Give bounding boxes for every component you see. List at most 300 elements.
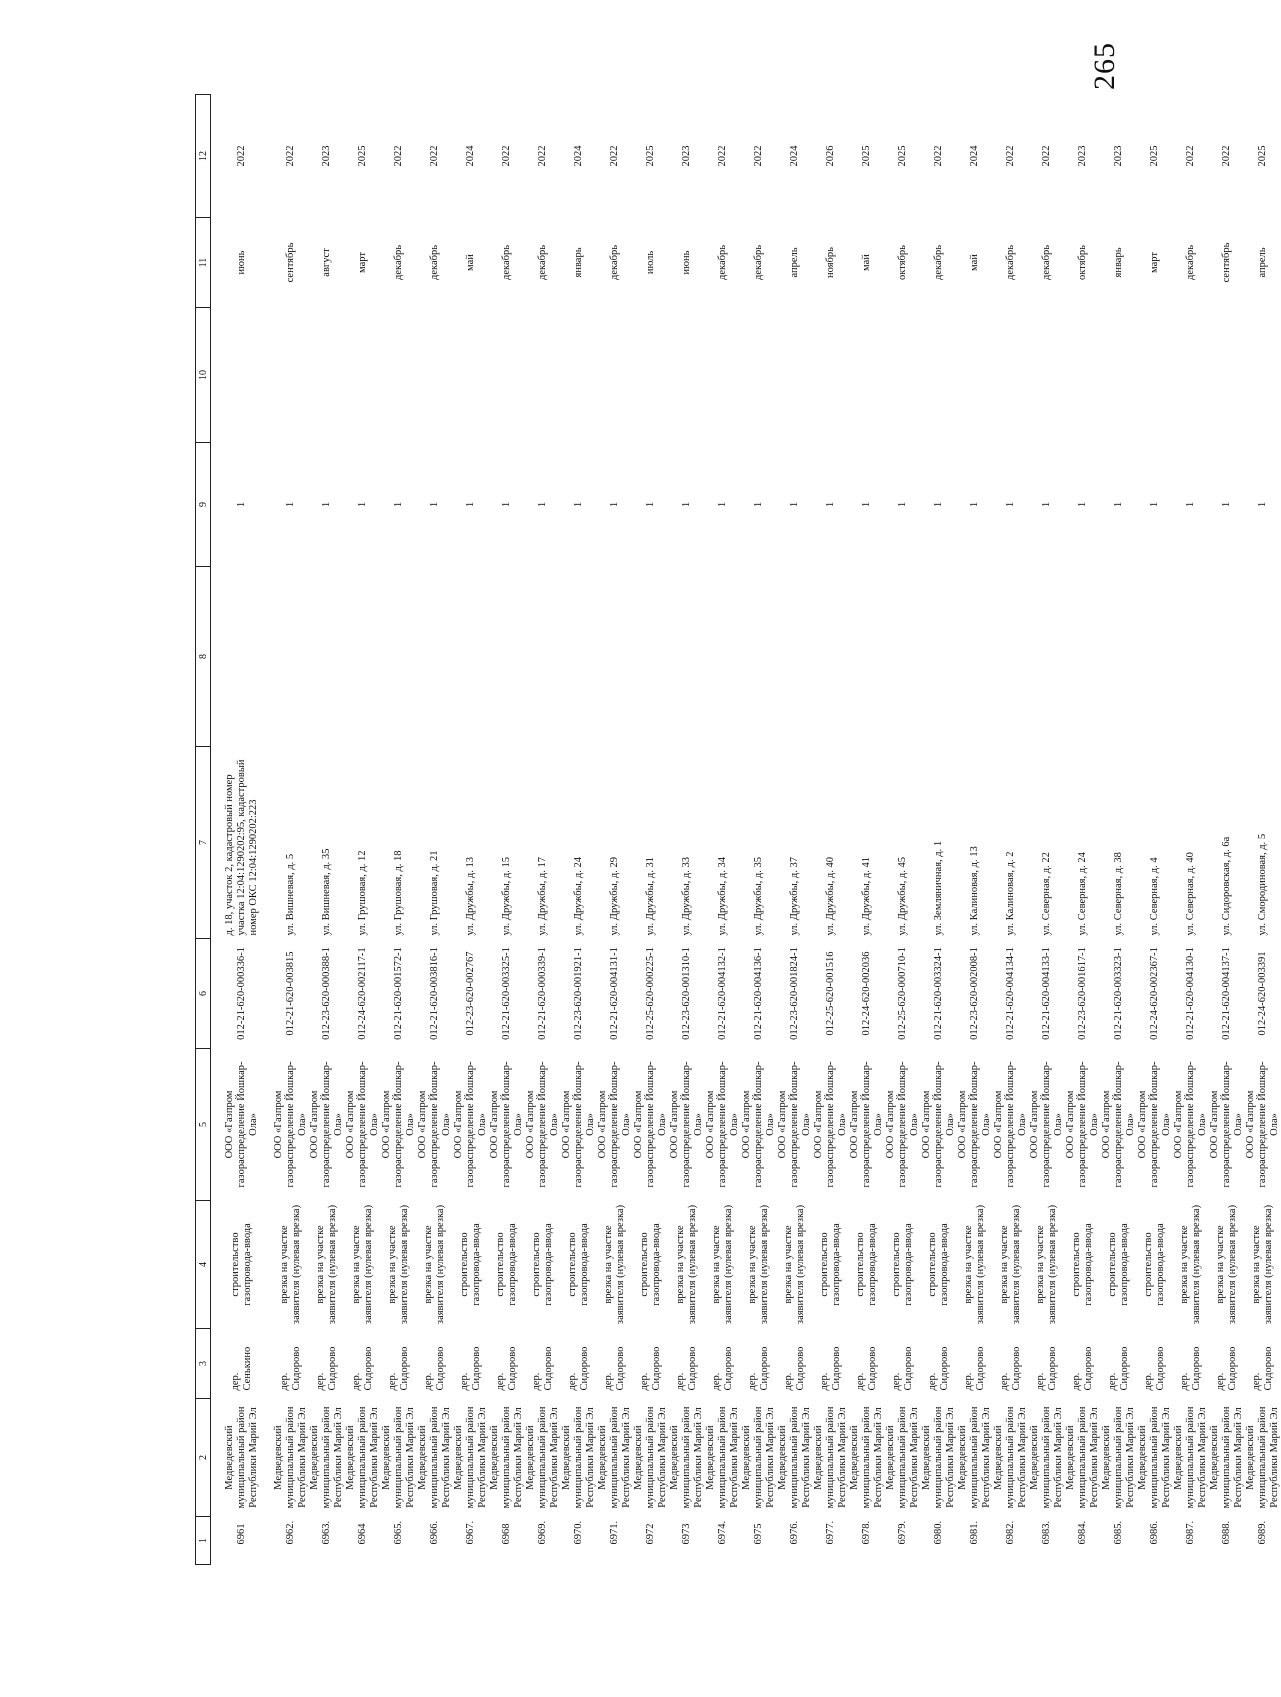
year-cell: 2022 — [393, 145, 404, 167]
address-cell: ул. Северная, д. 24 — [1077, 852, 1088, 936]
quantity-cell: 1 — [537, 501, 548, 508]
column-number-5: 5 — [196, 1049, 211, 1201]
empty-cell-10 — [1137, 308, 1173, 443]
month-cell: декабрь — [1005, 245, 1016, 280]
year-cell: 2023 — [681, 145, 692, 167]
table-row — [849, 95, 885, 1565]
application-code-cell: 012-24-620-002367-1 — [1149, 947, 1160, 1040]
district-cell: Медведевский муниципальный район Республики Марий Эл — [1173, 1406, 1208, 1509]
work-type-cell: строительство газопровода-ввода — [927, 1223, 950, 1306]
district-cell: Медведевский муниципальный район Республики Марий Эл — [345, 1406, 380, 1509]
empty-cell-8 — [489, 567, 525, 747]
table-row — [1245, 95, 1281, 1565]
row-number: 6979. — [897, 1520, 908, 1545]
work-type-cell: строительство газопровода-ввода — [495, 1223, 518, 1306]
district-cell: Медведевский муниципальный район Республики Марий Эл — [453, 1406, 488, 1509]
row-number: 6988. — [1221, 1520, 1232, 1545]
empty-cell-8 — [561, 567, 597, 747]
month-cell: декабрь — [717, 245, 728, 280]
quantity-cell: 1 — [1113, 501, 1124, 508]
village-cell: дер. Сидорово — [279, 1346, 302, 1391]
district-cell: Медведевский муниципальный район Республики Марий Эл — [489, 1406, 524, 1509]
work-type-cell: врезка на участке заявителя (нулевая врезка) — [963, 1204, 986, 1325]
empty-cell-10 — [417, 308, 453, 443]
village-cell: дер. Сидорово — [423, 1346, 446, 1391]
column-number-6: 6 — [196, 939, 211, 1049]
row-number: 6962. — [285, 1520, 296, 1545]
empty-cell-10 — [885, 308, 921, 443]
table-row — [453, 95, 489, 1565]
village-cell: дер. Сидорово — [459, 1346, 482, 1391]
organization-cell: ООО «Газпром газораспределение Йошкар-Ола» — [1173, 1061, 1208, 1188]
empty-cell-10 — [453, 308, 489, 443]
work-type-cell: строительство газопровода-ввода — [230, 1223, 253, 1306]
work-type-cell: строительство газопровода-ввода — [891, 1223, 914, 1306]
month-cell: июнь — [236, 250, 247, 275]
organization-cell: ООО «Газпром газораспределение Йошкар-Ола» — [1245, 1061, 1280, 1188]
application-code-cell: 012-21-620-003325-1 — [501, 947, 512, 1040]
organization-cell: ООО «Газпром газораспределение Йошкар-Ола» — [453, 1061, 488, 1188]
organization-cell: ООО «Газпром газораспределение Йошкар-Ола» — [813, 1061, 848, 1188]
application-code-cell: 012-21-620-001572-1 — [393, 947, 404, 1040]
year-cell: 2022 — [753, 145, 764, 167]
address-cell: ул. Дружбы, д. 31 — [645, 856, 656, 936]
district-cell: Медведевский муниципальный район Республики Марий Эл — [705, 1406, 740, 1509]
address-cell: ул. Северная, д. 38 — [1113, 852, 1124, 936]
quantity-cell: 1 — [429, 501, 440, 508]
row-number: 6989. — [1257, 1520, 1268, 1545]
row-number: 6965. — [393, 1520, 404, 1545]
work-type-cell: врезка на участке заявителя (нулевая врезка) — [1035, 1204, 1058, 1325]
table-row — [777, 95, 813, 1565]
quantity-cell: 1 — [609, 501, 620, 508]
village-cell: дер. Сидорово — [1035, 1346, 1058, 1391]
empty-cell-8 — [345, 567, 381, 747]
table-row — [1101, 95, 1137, 1565]
village-cell: дер. Сидорово — [819, 1346, 842, 1391]
district-cell: Медведевский муниципальный район Республики Марий Эл — [224, 1406, 259, 1509]
column-number-11: 11 — [196, 218, 211, 308]
organization-cell: ООО «Газпром газораспределение Йошкар-Ола» — [597, 1061, 632, 1188]
year-cell: 2024 — [969, 145, 980, 167]
application-code-cell: 012-23-620-001921-1 — [573, 947, 584, 1040]
quantity-cell: 1 — [789, 501, 800, 508]
table-row — [1065, 95, 1101, 1565]
month-cell: октябрь — [897, 245, 908, 280]
village-cell: дер. Сидорово — [1143, 1346, 1166, 1391]
village-cell: дер. Сидорово — [531, 1346, 554, 1391]
empty-cell-8 — [1209, 567, 1245, 747]
row-number: 6972 — [645, 1523, 656, 1545]
village-cell: дер. Сидорово — [1071, 1346, 1094, 1391]
year-cell: 2022 — [1221, 145, 1232, 167]
organization-cell: ООО «Газпром газораспределение Йошкар-Ола» — [273, 1061, 308, 1188]
application-code-cell: 012-23-620-001824-1 — [789, 947, 800, 1040]
year-cell: 2024 — [789, 145, 800, 167]
address-cell: ул. Северная, д. 22 — [1041, 852, 1052, 936]
work-type-cell: строительство газопровода-ввода — [1107, 1223, 1130, 1306]
empty-cell-10 — [381, 308, 417, 443]
empty-cell-8 — [669, 567, 705, 747]
month-cell: ноябрь — [825, 247, 836, 278]
quantity-cell: 1 — [1005, 501, 1016, 508]
month-cell: декабрь — [429, 245, 440, 280]
column-number-header — [196, 95, 211, 1565]
address-cell: ул. Грушовая, д. 12 — [357, 850, 368, 936]
application-code-cell: 012-21-620-004130-1 — [1185, 947, 1196, 1040]
organization-cell: ООО «Газпром газораспределение Йошкар-Ола» — [633, 1061, 668, 1188]
village-cell: дер. Сидорово — [891, 1346, 914, 1391]
month-cell: январь — [1113, 247, 1124, 278]
quantity-cell: 1 — [357, 501, 368, 508]
empty-cell-10 — [849, 308, 885, 443]
work-type-cell: строительство газопровода-ввода — [1071, 1223, 1094, 1306]
work-type-cell: врезка на участке заявителя (нулевая врезка) — [423, 1204, 446, 1325]
village-cell: дер. Сидорово — [855, 1346, 878, 1391]
organization-cell: ООО «Газпром газораспределение Йошкар-Ола» — [417, 1061, 452, 1188]
empty-cell-8 — [597, 567, 633, 747]
empty-cell-10 — [597, 308, 633, 443]
table-row — [885, 95, 921, 1565]
village-cell: дер. Сидорово — [999, 1346, 1022, 1391]
empty-cell-8 — [849, 567, 885, 747]
organization-cell: ООО «Газпром газораспределение Йошкар-Ола» — [705, 1061, 740, 1188]
year-cell: 2022 — [717, 145, 728, 167]
village-cell: дер. Сидорово — [927, 1346, 950, 1391]
work-type-cell: врезка на участке заявителя (нулевая врезка) — [1251, 1204, 1274, 1325]
year-cell: 2022 — [429, 145, 440, 167]
district-cell: Медведевский муниципальный район Республики Марий Эл — [1137, 1406, 1172, 1509]
address-cell: ул. Дружбы, д. 40 — [825, 856, 836, 936]
work-type-cell: врезка на участке заявителя (нулевая врезка) — [315, 1204, 338, 1325]
year-cell: 2025 — [861, 145, 872, 167]
empty-cell-10 — [777, 308, 813, 443]
month-cell: июнь — [681, 250, 692, 275]
month-cell: декабрь — [1185, 245, 1196, 280]
empty-cell-10 — [669, 308, 705, 443]
quantity-cell: 1 — [717, 501, 728, 508]
organization-cell: ООО «Газпром газораспределение Йошкар-Ола» — [561, 1061, 596, 1188]
row-number: 6968 — [501, 1523, 512, 1545]
empty-cell-8 — [1101, 567, 1137, 747]
district-cell: Медведевский муниципальный район Республики Марий Эл — [1101, 1406, 1136, 1509]
column-number-9: 9 — [196, 443, 211, 567]
year-cell: 2024 — [465, 145, 476, 167]
empty-cell-8 — [381, 567, 417, 747]
district-cell: Медведевский муниципальный район Республики Марий Эл — [885, 1406, 920, 1509]
row-number: 6961 — [236, 1523, 247, 1545]
organization-cell: ООО «Газпром газораспределение Йошкар-Ола» — [741, 1061, 776, 1188]
work-type-cell: врезка на участке заявителя (нулевая врезка) — [351, 1204, 374, 1325]
month-cell: сентябрь — [1221, 242, 1232, 283]
quantity-cell: 1 — [933, 501, 944, 508]
table-row — [1029, 95, 1065, 1565]
table-row — [417, 95, 453, 1565]
quantity-cell: 1 — [969, 501, 980, 508]
district-cell: Медведевский муниципальный район Республики Марий Эл — [957, 1406, 992, 1509]
district-cell: Медведевский муниципальный район Республики Марий Эл — [1209, 1406, 1244, 1509]
application-code-cell: 012-23-620-001617-1 — [1077, 947, 1088, 1040]
row-number: 6973 — [681, 1523, 692, 1545]
district-cell: Медведевский муниципальный район Республики Марий Эл — [849, 1406, 884, 1509]
empty-cell-8 — [211, 567, 274, 747]
address-cell: ул. Дружбы, д. 34 — [717, 856, 728, 936]
column-number-7: 7 — [196, 747, 211, 939]
address-cell: ул. Дружбы, д. 29 — [609, 856, 620, 936]
row-number: 6978. — [861, 1520, 872, 1545]
empty-cell-10 — [993, 308, 1029, 443]
village-cell: дер. Сидорово — [1251, 1346, 1274, 1391]
row-number: 6986. — [1149, 1520, 1160, 1545]
organization-cell: ООО «Газпром газораспределение Йошкар-Ола» — [224, 1061, 259, 1188]
row-number: 6976. — [789, 1520, 800, 1545]
application-code-cell: 012-21-620-004137-1 — [1221, 947, 1232, 1040]
work-type-cell: врезка на участке заявителя (нулевая врезка) — [1215, 1204, 1238, 1325]
application-code-cell: 012-24-620-002117-1 — [357, 947, 368, 1040]
empty-cell-10 — [813, 308, 849, 443]
organization-cell: ООО «Газпром газораспределение Йошкар-Ола» — [885, 1061, 920, 1188]
empty-cell-10 — [525, 308, 561, 443]
district-cell: Медведевский муниципальный район Республики Марий Эл — [921, 1406, 956, 1509]
empty-cell-10 — [957, 308, 993, 443]
organization-cell: ООО «Газпром газораспределение Йошкар-Ола» — [525, 1061, 560, 1188]
month-cell: апрель — [789, 247, 800, 278]
year-cell: 2022 — [1041, 145, 1052, 167]
year-cell: 2022 — [236, 145, 247, 167]
empty-cell-8 — [453, 567, 489, 747]
row-number: 6984. — [1077, 1520, 1088, 1545]
month-cell: декабрь — [753, 245, 764, 280]
empty-cell-8 — [1245, 567, 1281, 747]
quantity-cell: 1 — [1257, 501, 1268, 508]
table-row — [211, 95, 274, 1565]
village-cell: дер. Сидорово — [747, 1346, 770, 1391]
page-number: 265 — [1088, 42, 1121, 90]
year-cell: 2025 — [897, 145, 908, 167]
village-cell: дер. Сидорово — [783, 1346, 806, 1391]
address-cell: ул. Грушовая, д. 18 — [393, 850, 404, 936]
application-code-cell: 012-21-620-004133-1 — [1041, 947, 1052, 1040]
empty-cell-8 — [885, 567, 921, 747]
village-cell: дер. Сидорово — [315, 1346, 338, 1391]
district-cell: Медведевский муниципальный район Республики Марий Эл — [597, 1406, 632, 1509]
organization-cell: ООО «Газпром газораспределение Йошкар-Ола» — [1137, 1061, 1172, 1188]
address-cell: ул. Земляничная, д. 1 — [933, 840, 944, 936]
column-number-2: 2 — [196, 1399, 211, 1517]
year-cell: 2025 — [1257, 145, 1268, 167]
address-cell: ул. Смородиновая, д. 5 — [1257, 833, 1268, 936]
address-cell: ул. Дружбы, д. 17 — [537, 856, 548, 936]
address-cell: ул. Дружбы, д. 45 — [897, 856, 908, 936]
district-cell: Медведевский муниципальный район Республики Марий Эл — [525, 1406, 560, 1509]
address-cell: ул. Дружбы, д. 35 — [753, 856, 764, 936]
village-cell: дер. Сидорово — [603, 1346, 626, 1391]
organization-cell: ООО «Газпром газораспределение Йошкар-Ола» — [849, 1061, 884, 1188]
organization-cell: ООО «Газпром газораспределение Йошкар-Ола» — [777, 1061, 812, 1188]
address-cell: ул. Сидоровская, д. 6а — [1221, 836, 1232, 936]
table-row — [345, 95, 381, 1565]
work-type-cell: строительство газопровода-ввода — [855, 1223, 878, 1306]
table-row — [525, 95, 561, 1565]
year-cell: 2022 — [1005, 145, 1016, 167]
row-number: 6975 — [753, 1523, 764, 1545]
month-cell: март — [1149, 252, 1160, 273]
district-cell: Медведевский муниципальный район Республики Марий Эл — [309, 1406, 344, 1509]
village-cell: дер. Сидорово — [1215, 1346, 1238, 1391]
village-cell: дер. Сидорово — [351, 1346, 374, 1391]
village-cell: дер. Сидорово — [495, 1346, 518, 1391]
empty-cell-10 — [705, 308, 741, 443]
address-cell: ул. Дружбы, д. 37 — [789, 856, 800, 936]
quantity-cell: 1 — [1041, 501, 1052, 508]
empty-cell-10 — [921, 308, 957, 443]
empty-cell-10 — [561, 308, 597, 443]
address-cell: ул. Калиновая, д. 2 — [1005, 851, 1016, 936]
district-cell: Медведевский муниципальный район Республики Марий Эл — [1065, 1406, 1100, 1509]
empty-cell-10 — [1065, 308, 1101, 443]
quantity-cell: 1 — [501, 501, 512, 508]
district-cell: Медведевский муниципальный район Республики Марий Эл — [1245, 1406, 1280, 1509]
month-cell: май — [465, 254, 476, 271]
year-cell: 2023 — [321, 145, 332, 167]
empty-cell-8 — [957, 567, 993, 747]
application-code-cell: 012-23-620-000388-1 — [321, 947, 332, 1040]
table-row — [309, 95, 345, 1565]
month-cell: июль — [645, 250, 656, 275]
district-cell: Медведевский муниципальный район Республики Марий Эл — [777, 1406, 812, 1509]
application-code-cell: 012-21-620-000339-1 — [537, 947, 548, 1040]
empty-cell-8 — [921, 567, 957, 747]
work-type-cell: врезка на участке заявителя (нулевая врезка) — [279, 1204, 302, 1325]
month-cell: декабрь — [393, 245, 404, 280]
organization-cell: ООО «Газпром газораспределение Йошкар-Ола» — [1209, 1061, 1244, 1188]
month-cell: май — [861, 254, 872, 271]
table-row — [1173, 95, 1209, 1565]
row-number: 6963. — [321, 1520, 332, 1545]
quantity-cell: 1 — [465, 501, 476, 508]
application-code-cell: 012-25-620-001516 — [825, 951, 836, 1036]
empty-cell-10 — [1245, 308, 1281, 443]
application-code-cell: 012-21-620-004131-1 — [609, 947, 620, 1040]
village-cell: дер. Сидорово — [639, 1346, 662, 1391]
quantity-cell: 1 — [1077, 501, 1088, 508]
district-cell: Медведевский муниципальный район Республики Марий Эл — [273, 1406, 308, 1509]
application-code-cell: 012-23-620-002767 — [465, 951, 476, 1036]
year-cell: 2022 — [285, 145, 296, 167]
quantity-cell: 1 — [645, 501, 656, 508]
application-code-cell: 012-24-620-002036 — [861, 951, 872, 1036]
village-cell: дер. Сидорово — [963, 1346, 986, 1391]
organization-cell: ООО «Газпром газораспределение Йошкар-Ола» — [489, 1061, 524, 1188]
year-cell: 2023 — [1077, 145, 1088, 167]
empty-cell-10 — [309, 308, 345, 443]
month-cell: декабрь — [1041, 245, 1052, 280]
quantity-cell: 1 — [573, 501, 584, 508]
table-row — [957, 95, 993, 1565]
column-number-4: 4 — [196, 1201, 211, 1329]
row-number: 6980. — [933, 1520, 944, 1545]
table-row — [921, 95, 957, 1565]
work-type-cell: врезка на участке заявителя (нулевая врезка) — [387, 1204, 410, 1325]
village-cell: дер. Сидорово — [387, 1346, 410, 1391]
quantity-cell: 1 — [1185, 501, 1196, 508]
empty-cell-8 — [1173, 567, 1209, 747]
row-number: 6969. — [537, 1520, 548, 1545]
empty-cell-10 — [1209, 308, 1245, 443]
table-body — [211, 95, 1281, 1565]
work-type-cell: врезка на участке заявителя (нулевая врезка) — [999, 1204, 1022, 1325]
table-row — [273, 95, 309, 1565]
month-cell: декабрь — [537, 245, 548, 280]
quantity-cell: 1 — [236, 501, 247, 508]
work-type-cell: врезка на участке заявителя (нулевая врезка) — [675, 1204, 698, 1325]
month-cell: сентябрь — [285, 242, 296, 283]
work-type-cell: строительство газопровода-ввода — [639, 1223, 662, 1306]
village-cell: дер. Сидорово — [1107, 1346, 1130, 1391]
table-row — [705, 95, 741, 1565]
row-number: 6971. — [609, 1520, 620, 1545]
address-cell: ул. Калиновая, д. 13 — [969, 846, 980, 936]
address-cell: ул. Вишневая, д. 5 — [285, 853, 296, 936]
empty-cell-8 — [741, 567, 777, 747]
column-number-8: 8 — [196, 567, 211, 747]
year-cell: 2022 — [1185, 145, 1196, 167]
organization-cell: ООО «Газпром газораспределение Йошкар-Ола» — [1065, 1061, 1100, 1188]
application-code-cell: 012-25-620-000710-1 — [897, 947, 908, 1040]
organization-cell: ООО «Газпром газораспределение Йошкар-Ола» — [1029, 1061, 1064, 1188]
organization-cell: ООО «Газпром газораспределение Йошкар-Ола» — [921, 1061, 956, 1188]
empty-cell-8 — [633, 567, 669, 747]
empty-cell-10 — [211, 308, 274, 443]
application-code-cell: 012-23-620-001310-1 — [681, 947, 692, 1040]
table-row — [993, 95, 1029, 1565]
table-row — [561, 95, 597, 1565]
address-cell: ул. Дружбы, д. 33 — [681, 856, 692, 936]
empty-cell-10 — [741, 308, 777, 443]
work-type-cell: строительство газопровода-ввода — [1143, 1223, 1166, 1306]
row-number: 6982. — [1005, 1520, 1016, 1545]
year-cell: 2024 — [573, 145, 584, 167]
empty-cell-8 — [309, 567, 345, 747]
quantity-cell: 1 — [285, 501, 296, 508]
gas-connection-table — [195, 94, 1281, 1565]
address-cell: ул. Северная, д. 4 — [1149, 857, 1160, 936]
column-number-10: 10 — [196, 308, 211, 443]
organization-cell: ООО «Газпром газораспределение Йошкар-Ола» — [381, 1061, 416, 1188]
empty-cell-8 — [417, 567, 453, 747]
village-cell: дер. Сенькино — [230, 1346, 253, 1391]
quantity-cell: 1 — [1149, 501, 1160, 508]
quantity-cell: 1 — [321, 501, 332, 508]
application-code-cell: 012-21-620-003324-1 — [933, 947, 944, 1040]
organization-cell: ООО «Газпром газораспределение Йошкар-Ола» — [993, 1061, 1028, 1188]
district-cell: Медведевский муниципальный район Республики Марий Эл — [633, 1406, 668, 1509]
organization-cell: ООО «Газпром газораспределение Йошкар-Ола» — [345, 1061, 380, 1188]
application-code-cell: 012-21-620-003815 — [285, 951, 296, 1036]
organization-cell: ООО «Газпром газораспределение Йошкар-Ола» — [309, 1061, 344, 1188]
month-cell: декабрь — [501, 245, 512, 280]
application-code-cell: 012-21-620-003816-1 — [429, 947, 440, 1040]
district-cell: Медведевский муниципальный район Республики Марий Эл — [993, 1406, 1028, 1509]
application-code-cell: 012-21-620-000336-1 — [236, 947, 247, 1040]
quantity-cell: 1 — [393, 501, 404, 508]
row-number: 6987. — [1185, 1520, 1196, 1545]
work-type-cell: строительство газопровода-ввода — [459, 1223, 482, 1306]
work-type-cell: строительство газопровода-ввода — [819, 1223, 842, 1306]
empty-cell-10 — [633, 308, 669, 443]
table-row — [633, 95, 669, 1565]
empty-cell-8 — [273, 567, 309, 747]
